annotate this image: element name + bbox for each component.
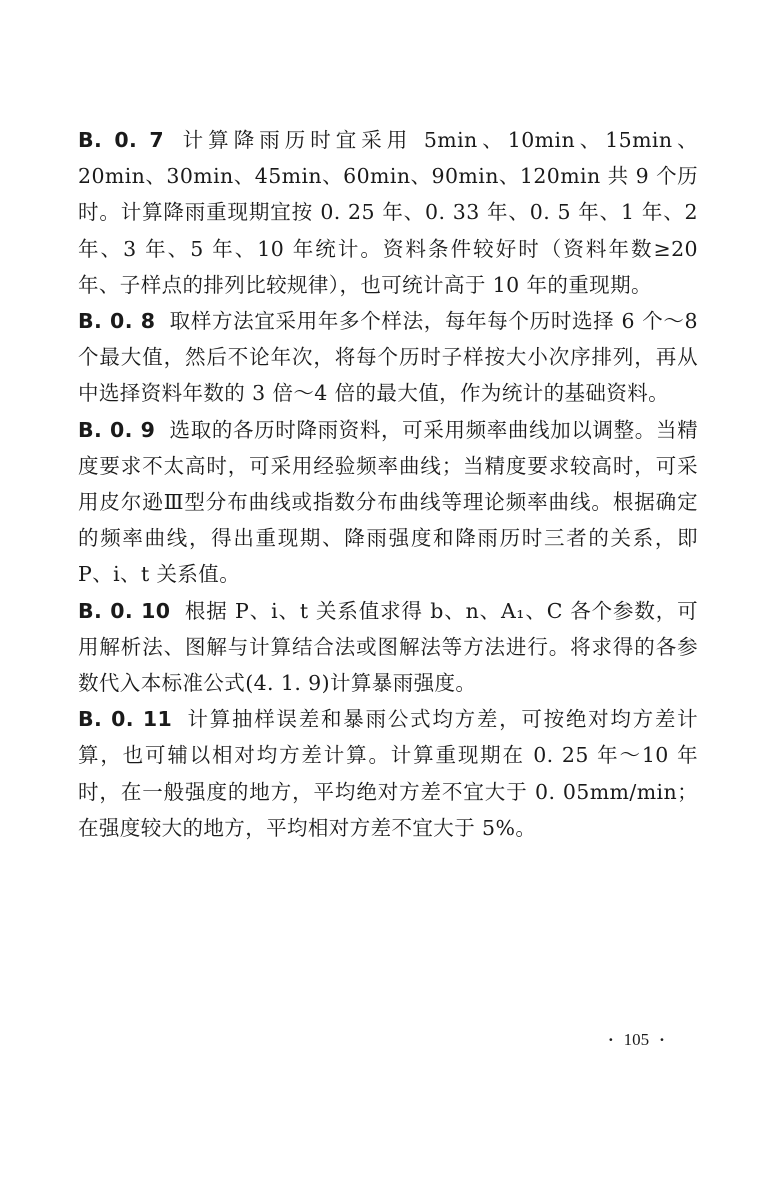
clause-b09 [78,412,698,593]
clause-b08 [78,303,698,412]
clause-number: B. 0. 7 [78,128,165,152]
clause-b07 [78,122,698,303]
page-number-dot-right: · [659,1030,665,1049]
clause-text: 取样方法宜采用年多个样法，每年每个历时选择 6 个～8 个最大值，然后不论年次，将每个历时子样按大小次序排列，再从中选择资料年数的 3 倍～4 倍的最大值，作为统计的基础资料。 [78,309,698,406]
clause-text: 计算降雨历时宜采用 5min、10min、15min、20min、30min、45min、60min、90min、120min 共 9 个历时。计算降雨重现期宜按 0. 25 年、0. 33 年、0. 5 年、1 年、2 年、3 年、5 年、10 年统计。资料条件较好时（资料年数≥20 年、子样点的排列比较规律），也可统计高于 10 年的重现期。 [78,128,699,297]
clause-number: B. 0. 11 [78,707,173,732]
clause-number: B. 0. 10 [78,598,171,623]
clause-number: B. 0. 9 [78,417,156,442]
page-number [598,1030,675,1050]
clause-number: B. 0. 8 [78,309,156,334]
page-number-value: 105 [623,1030,650,1049]
clause-text: 选取的各历时降雨资料，可采用频率曲线加以调整。当精度要求不太高时，可采用经验频率曲线；当精度要求较高时，可采用皮尔逊Ⅲ型分布曲线或指数分布曲线等理论频率曲线。根据确定的频率曲线，得出重现期、降雨强度和降雨历时三者的关系，即 P、i、t 关系值。 [78,417,699,587]
page-number-dot-left: · [608,1030,614,1049]
document-body [78,122,698,846]
clause-b010 [78,593,698,702]
clause-text: 根据 P、i、t 关系值求得 b、n、A₁、C 各个参数，可用解析法、图解与计算结合法或图解法等方法进行。将求得的各参数代入本标准公式(4. 1. 9)计算暴雨强度。 [78,598,698,696]
clause-b011 [78,701,698,846]
clause-text: 计算抽样误差和暴雨公式均方差，可按绝对均方差计算，也可辅以相对均方差计算。计算重现期在 0. 25 年～10 年时，在一般强度的地方，平均绝对方差不宜大于 0. 05mm/min；在强度较大的地方，平均相对方差不宜大于 5%。 [78,707,699,840]
